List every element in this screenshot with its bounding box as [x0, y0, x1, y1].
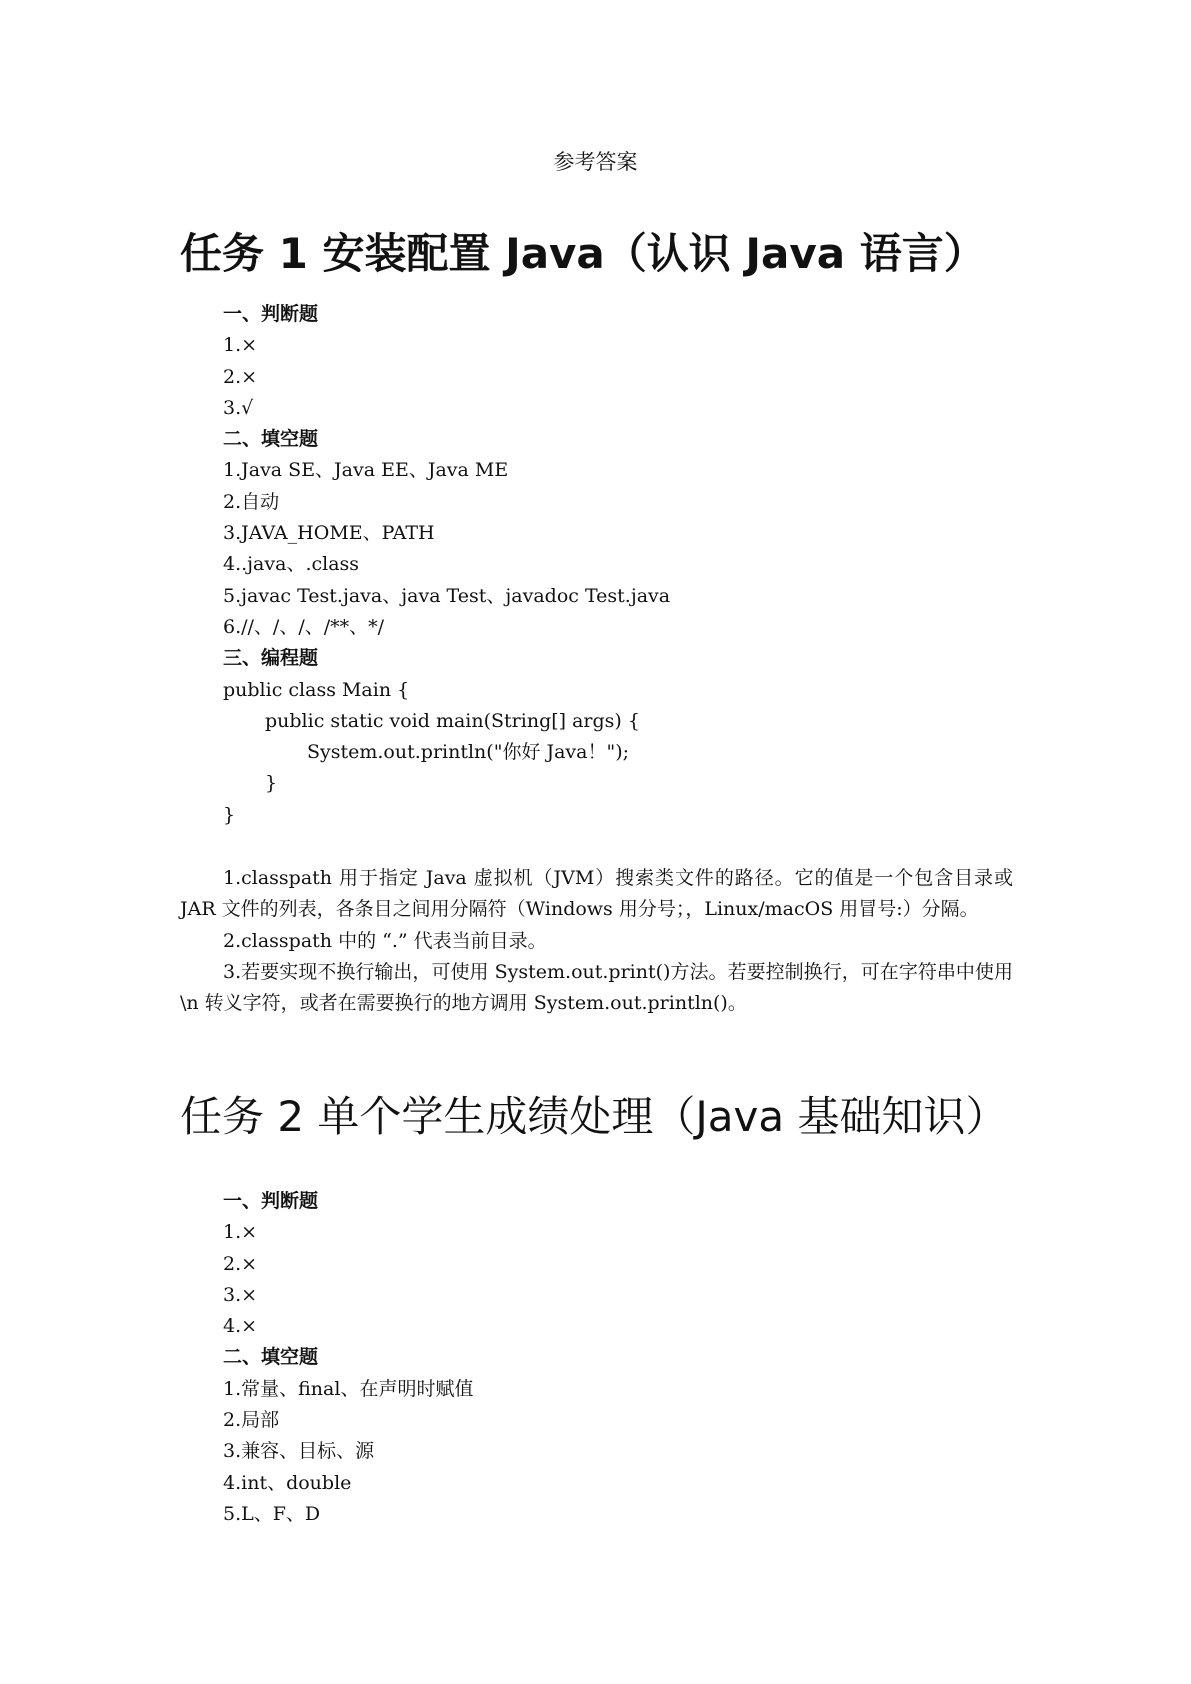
code-line: System.out.println("你好 Java！");: [307, 741, 630, 764]
task1-title: 任务 1 安装配置 Java（认识 Java 语言）: [180, 229, 986, 278]
task1-fill-item: 6.//、/、/、/**、*/: [223, 615, 385, 638]
code-line: public class Main {: [223, 678, 410, 701]
task2-fill-heading: 二、填空题: [223, 1346, 319, 1369]
task1-judge-item: 1.×: [223, 334, 258, 357]
task1-body: [223, 299, 1053, 831]
answer-paragraph: 3.若要实现不换行输出，可使用 System.out.print()方法。若要控制换行，可在字符串中使用\n 转义字符，或者在需要换行的地方调用 System.out.println()。: [180, 960, 1013, 1015]
task1-prog-heading: 三、编程题: [223, 647, 319, 670]
task2-fill-item: 1.常量、final、在声明时赋值: [223, 1377, 474, 1400]
answer-paragraph: 2.classpath 中的 “.” 代表当前目录。: [223, 929, 547, 952]
task1-fill-item: 2.自动: [223, 490, 280, 513]
task1-answers: [180, 863, 1013, 1019]
task2-judge-item: 1.×: [223, 1221, 258, 1244]
task2-fill-item: 5.L、F、D: [223, 1502, 321, 1525]
task1-fill-item: 1.Java SE、Java EE、Java ME: [223, 459, 509, 482]
task2-judge-item: 4.×: [223, 1315, 258, 1338]
task1-judge-item: 2.×: [223, 365, 258, 388]
task2-fill-item: 2.局部: [223, 1409, 280, 1432]
task2-judge-item: 2.×: [223, 1252, 258, 1275]
code-line: }: [223, 803, 236, 826]
page-header-note: 参考答案: [553, 150, 638, 174]
task1-fill-item: 3.JAVA_HOME、PATH: [223, 522, 435, 545]
task2-judge-item: 3.×: [223, 1283, 258, 1306]
task1-judge-heading: 一、判断题: [223, 303, 319, 325]
task2-body: [223, 1186, 1053, 1530]
answer-paragraph: 1.classpath 用于指定 Java 虚拟机（JVM）搜索类文件的路径。它的值是一个包含目录或 JAR 文件的列表，各条目之间用分隔符（Windows 用分号；，Linux/macOS 用冒号:）分隔。: [180, 867, 1013, 921]
task1-fill-heading: 二、填空题: [223, 428, 319, 451]
task2-fill-item: 3.兼容、目标、源: [223, 1440, 375, 1463]
code-line: public static void main(String[] args) {: [265, 709, 640, 732]
task1-fill-item: 4..java、.class: [223, 553, 360, 576]
task1-fill-item: 5.javac Test.java、java Test、javadoc Test.java: [223, 584, 671, 607]
task2-judge-heading: 一、判断题: [223, 1190, 319, 1212]
task2-fill-item: 4.int、double: [223, 1471, 352, 1494]
task2-title: 任务 2 单个学生成绩处理（Java 基础知识）: [180, 1092, 1008, 1141]
task1-judge-item: 3.√: [223, 396, 254, 419]
code-line: }: [265, 772, 278, 795]
